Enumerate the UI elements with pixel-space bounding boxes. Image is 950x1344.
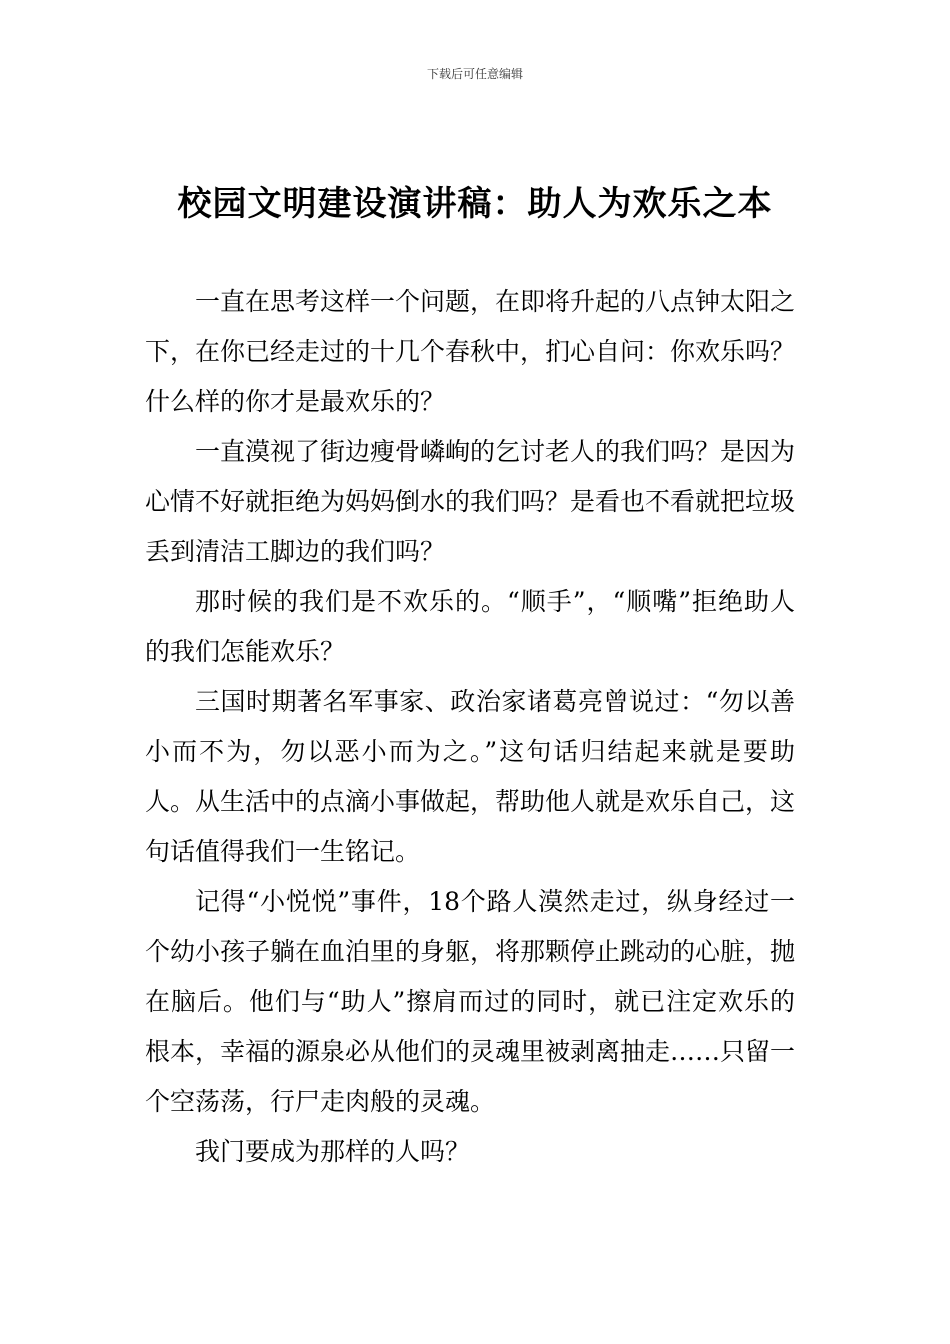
header-note: 下载后可任意编辑 [426, 67, 523, 81]
paragraph-1: 一直在思考这样一个问题，在即将升起的八点钟太阳之下，在你已经走过的十几个春秋中，扪心自问：你欢乐吗？什么样的你才是最欢乐的？ [145, 287, 796, 416]
paragraph-3: 那时候的我们是不欢乐的。“顺手”，“顺嘴”拒绝助人的我们怎能欢乐？ [145, 587, 795, 666]
paragraph-5: 记得“小悦悦”事件，18个路人漠然走过，纵身经过一个幼小孩子躺在血泊里的身躯，将那颗停止跳动的心脏，抛在脑后。他们与“助人”擦肩而过的同时，就已注定欢乐的根本，幸福的源泉必从他们的灵魂里被剥离抽走……只留一个空荡荡，行尸走肉般的灵魂。 [145, 887, 796, 1116]
paragraph-2: 一直漠视了街边瘦骨嶙峋的乞讨老人的我们吗？是因为心情不好就拒绝为妈妈倒水的我们吗？是看也不看就把垃圾丢到清洁工脚边的我们吗？ [145, 437, 796, 566]
paragraph-4: 三国时期著名军事家、政治家诸葛亮曾说过：“勿以善小而不为，勿以恶小而为之。”这句话归结起来就是要助人。从生活中的点滴小事做起，帮助他人就是欢乐自己，这句话值得我们一生铭记。 [145, 687, 796, 866]
paragraph-6: 我门要成为那样的人吗？ [195, 1137, 471, 1166]
page-title: 校园文明建设演讲稿：助人为欢乐之本 [177, 184, 773, 224]
document-body [145, 277, 795, 1177]
